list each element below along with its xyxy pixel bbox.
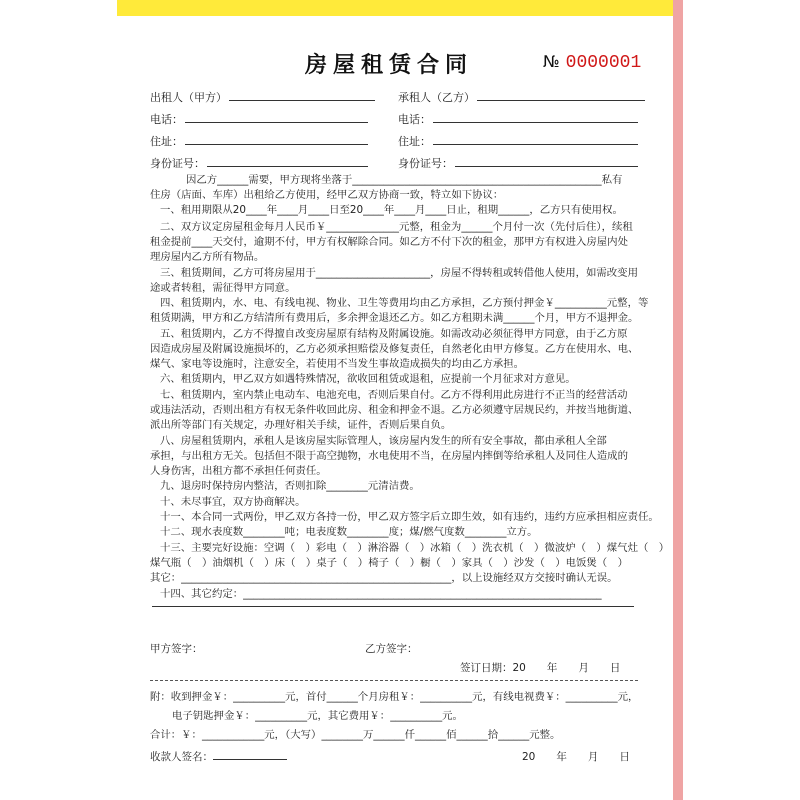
clause-line: 派出所等部门有关规定，办理好相关手续，证件，否则后果自负。 (150, 419, 452, 431)
clause-line: 一、租用期限从20____年____月____日至20____年____月____日止，租期______，乙方只有使用权。 (160, 204, 623, 216)
clause-line: 其它：____________________________________________________，以上设施经双方交接时确认无误。 (150, 572, 618, 584)
sign-date: 签订日期：20 年 月 日 (460, 662, 621, 674)
clause-line: 租金提前____天交付，逾期不付，甲方有权解除合同。如乙方不付下次的租金，那甲方有权进入房屋内处 (150, 236, 628, 248)
other-terms-blank-line[interactable] (152, 606, 634, 607)
appendix-line: 附：收到押金￥：__________元，首付______个月房租￥：__________元，有线电视费￥：__________元， (150, 691, 639, 703)
clause-line: 租赁期满，甲方和乙方结清所有费用后，多余押金退还乙方。如乙方租期未满______个月，甲方不退押金。 (150, 312, 639, 324)
appendix-line: 电子钥匙押金￥：__________元，其它费用￥：__________元。 (172, 710, 463, 722)
lessee-phone-label: 电话： (398, 113, 431, 126)
lessee-phone-field[interactable] (398, 111, 638, 127)
clause-line: 二、双方议定房屋租金每月人民币￥______________元整，租金为______个月付一次（先付后住），续租 (160, 221, 633, 233)
lessee-label: 承租人（乙方） (398, 91, 475, 104)
clause-line: 煤气、家电等设施时，注意安全，若使用不当发生事故造成损失的均由乙方承担。 (150, 358, 525, 370)
lessee-id-label: 身份证号： (398, 157, 453, 170)
serial-number-value: 0000001 (565, 53, 642, 73)
clause-line: 或违法活动，否则出租方有权无条件收回此房、租金和押金不退。乙方必须遵守居规民约，并按当地街道、 (150, 404, 639, 416)
top-yellow-binding (117, 0, 673, 16)
clause-line: 承担，与出租方无关。包括但不限于高空抛物，水电使用不当，在房屋内摔倒等给承租人及同住人造成的 (150, 450, 628, 462)
clause-line: 七、租赁期内，室内禁止电动车、电池充电，否则后果自付。乙方不得利用此房进行不正当的经营活动 (160, 389, 628, 401)
clause-line: 人身伤害，出租方都不承担任何责任。 (150, 465, 327, 477)
lessee-address-label: 住址： (398, 135, 431, 148)
party-b-signature-label: 乙方签字： (365, 643, 418, 655)
payee-signature-label (150, 749, 287, 764)
lessee-address-field[interactable] (398, 133, 638, 149)
clause-line: 十四、其它约定：_____________________________________________________________________ (160, 588, 602, 600)
clause-line: 十、未尽事宜，双方协商解决。 (160, 496, 306, 508)
serial-symbol: № (543, 52, 560, 71)
clause-line: 因造成房屋及附属设施损坏的，乙方必须承担赔偿及修复责任，自然老化由甲方修复。乙方在使用水、电、 (150, 343, 639, 355)
lessor-phone-label: 电话： (150, 113, 183, 126)
clause-line: 三、租赁期间，乙方可将房屋用于______________________，房屋不得转租或转借他人使用，如需改变用 (160, 267, 638, 279)
clause-line: 煤气瓶（ ）油烟机（ ）床（ ）桌子（ ）椅子（ ）橱（ ）家具（ ）沙发（ ）电饭煲（ ） (150, 557, 628, 569)
lessor-address-field[interactable] (150, 133, 368, 149)
lessee-field[interactable] (398, 89, 645, 105)
clause-line: 十二、现水表度数________吨；电表度数________度；煤/燃气度数________立方。 (160, 526, 538, 538)
contract-title: 房屋租赁合同 (305, 52, 474, 78)
lessor-field[interactable] (150, 89, 375, 105)
serial-number (543, 52, 641, 73)
party-a-signature-label: 甲方签字： (150, 643, 203, 655)
lessor-label: 出租人（甲方） (150, 91, 227, 104)
lessor-id-field[interactable] (150, 155, 368, 171)
clause-line: 理房屋内乙方所有物品。 (150, 251, 265, 263)
lessor-phone-field[interactable] (150, 111, 368, 127)
clause-line: 途或者转租，需征得甲方同意。 (150, 282, 296, 294)
clause-line: 九、退房时保持房内整洁，否则扣除________元清洁费。 (160, 480, 420, 492)
lessor-address-label: 住址： (150, 135, 183, 148)
pink-carbon-copy-edge (673, 0, 683, 800)
appendix-line: 合计：￥：____________元，（大写）________万______仟______佰______拾______元整。 (150, 729, 561, 741)
clause-line: 八、房屋租赁期内，承租人是该房屋实际管理人，该房屋内发生的所有安全事故，都由承租人全部 (160, 435, 607, 447)
clause-line: 六、租赁期内，甲乙双方如遇特殊情况，欲收回租赁或退租，应提前一个月征求对方意见。 (160, 373, 576, 385)
clause-line: 十一、本合同一式两份，甲乙双方各持一份，甲乙双方签字后立即生效，如有违约，违约方应承担相应责任。 (160, 511, 659, 523)
clause-line: 五、租赁期内，乙方不得擅自改变房屋原有结构及附属设施。如需改动必须征得甲方同意，由于乙方原 (160, 328, 628, 340)
intro-line-2: 住房（店面、车库）出租给乙方使用，经甲乙双方协商一致，特立如下协议： (150, 189, 504, 201)
lessor-id-label: 身份证号： (150, 157, 205, 170)
lessee-id-field[interactable] (398, 155, 638, 171)
divider-dashed (150, 680, 638, 681)
intro-line-1: 因乙方______需要，甲方现将坐落于________________________________________________私有 (186, 174, 623, 186)
clause-line: 十三、主要完好设施：空调（ ）彩电（ ）淋浴器（ ）冰箱（ ）洗衣机（ ）微波炉（ ）煤气灶（ ） (160, 542, 670, 554)
clause-line: 四、租赁期内，水、电、有线电视、物业、卫生等费用均由乙方承担，乙方预付押金￥__________元整，等 (160, 297, 649, 309)
payee-label-text: 收款人签名： (150, 751, 213, 763)
receipt-date: 20 年 月 日 (522, 751, 630, 763)
